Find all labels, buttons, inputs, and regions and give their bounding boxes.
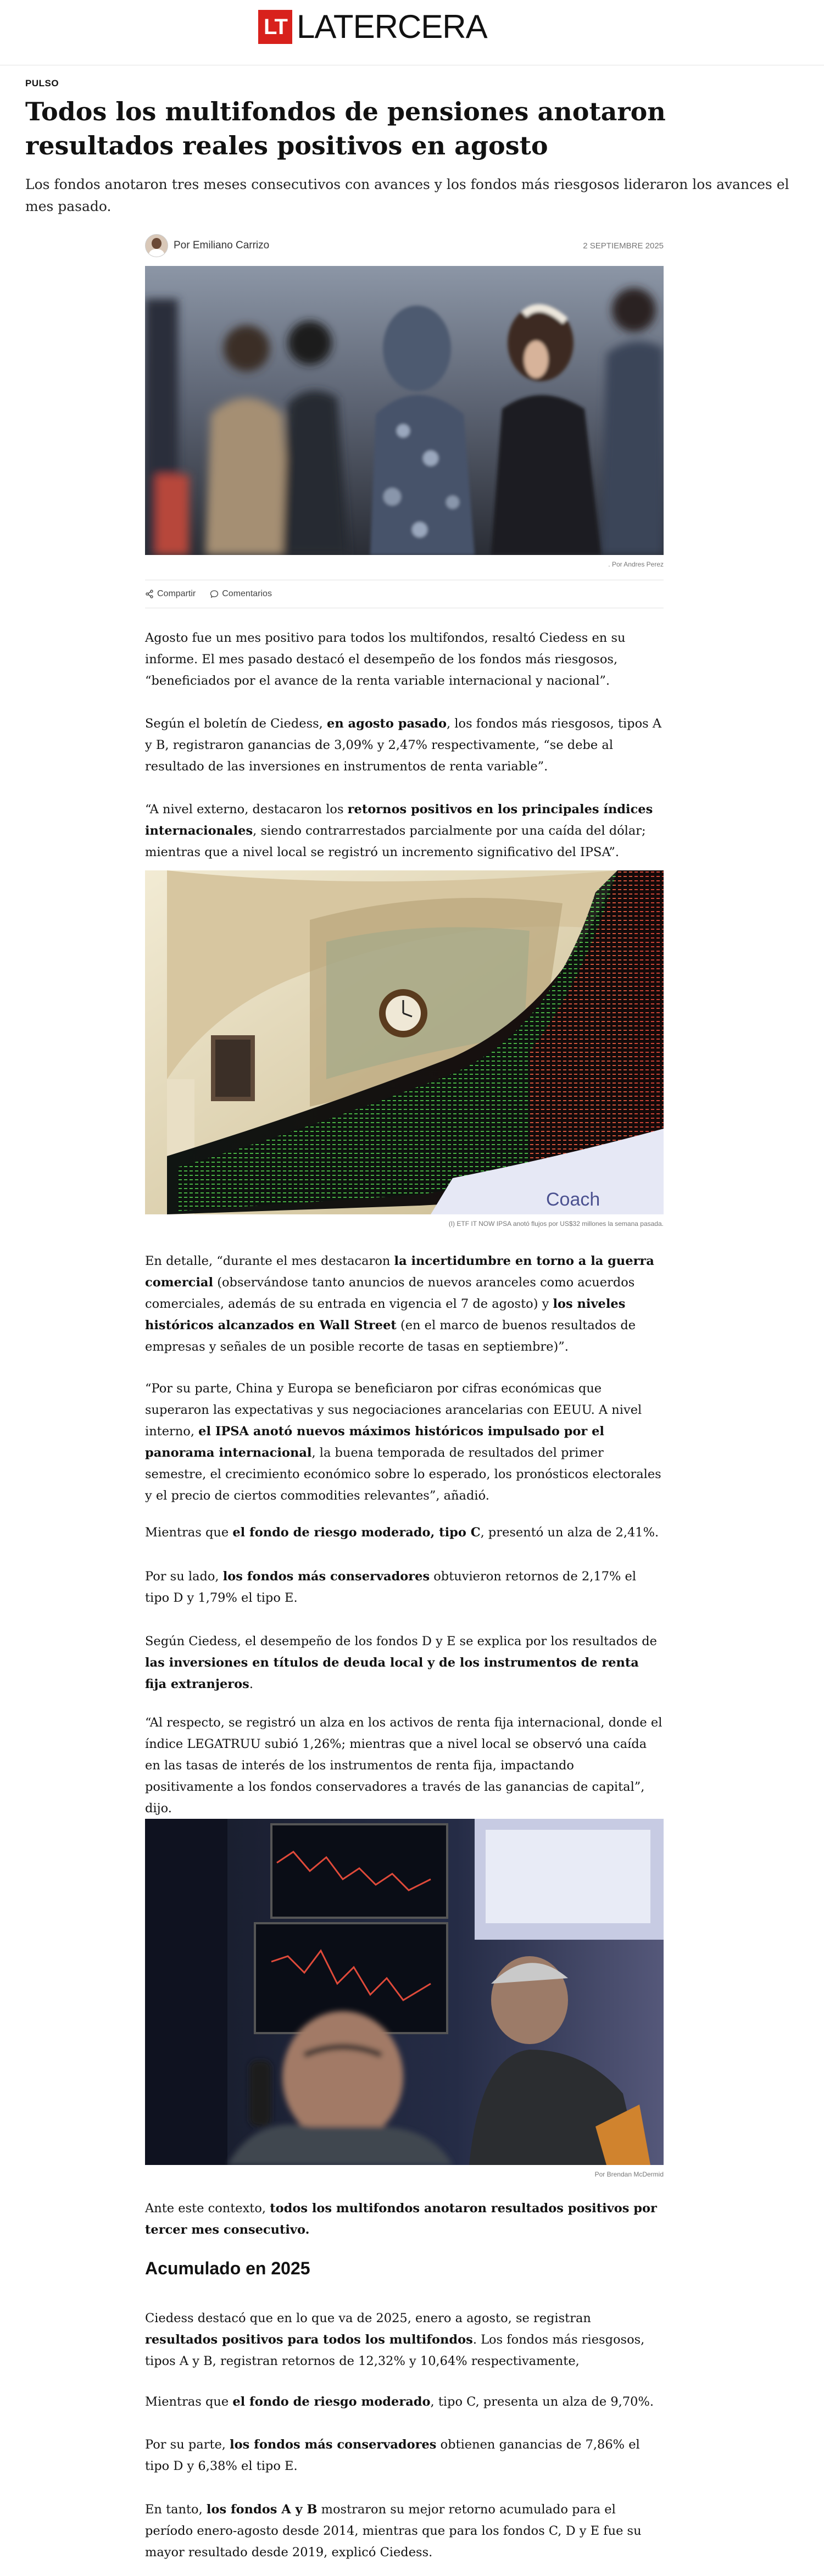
- article-headline: Todos los multifondos de pensiones anotaron resultados reales positivos en agosto: [25, 97, 666, 160]
- paragraph: En tanto, los fondos A y B mostraron su mejor retorno acumulado para el período enero-agosto desde 2014, mientras que para los fondos C, D y E fue su mayor resultado desde 2019, explicó Ciedess.: [145, 2502, 642, 2560]
- author-avatar: [145, 234, 168, 257]
- article-subheadline: Los fondos anotaron tres meses consecutivos con avances y los fondos más riesgosos lideraron los avances el mes pasado.: [25, 176, 789, 214]
- paragraph: Según el boletín de Ciedess, en agosto pasado, los fondos más riesgosos, tipos A y B, registraron ganancias de 3,09% y 2,47% respectivamente, “se debe al resultado de las inversiones en instrumentos de renta variable”.: [145, 717, 662, 774]
- share-label: Compartir: [157, 589, 196, 598]
- section-label[interactable]: PULSO: [25, 78, 59, 88]
- paragraph: Mientras que el fondo de riesgo moderado, tipo C, presenta un alza de 9,70%.: [145, 2395, 654, 2409]
- paragraph: Por su parte, los fondos más conservadores obtienen ganancias de 7,86% el tipo D y 6,38% el tipo E.: [145, 2438, 640, 2473]
- trader-illustration: [145, 1819, 664, 2165]
- stock-exchange-illustration: [145, 870, 664, 1214]
- paragraph: Agosto fue un mes positivo para todos los multifondos, resaltó Ciedess en su informe. El mes pasado destacó el desempeño de los fondos más riesgosos, “beneficiados por el avance de la renta variable internacional y nacional”.: [145, 631, 626, 688]
- trader-photo: [145, 1819, 664, 2165]
- paragraph: Ciedess destacó que en lo que va de 2025, enero a agosto, se registran resultados positivos para todos los multifondos. Los fondos más riesgosos, tipos A y B, registran retornos de 12,32% y 10,64% respectivamente,: [145, 2311, 645, 2368]
- board-banner-text: Coach: [546, 1189, 600, 1210]
- paragraph: Ante este contexto, todos los multifondos anotaron resultados positivos por tercer mes consecutivo.: [145, 2201, 657, 2237]
- byline: [145, 233, 664, 258]
- publish-date: 2 SEPTIEMBRE 2025: [583, 241, 664, 251]
- paragraph: Mientras que el fondo de riesgo moderado, tipo C, presentó un alza de 2,41%.: [145, 1525, 659, 1540]
- author-name: Por Emiliano Carrizo: [174, 240, 270, 251]
- comments-label: Comentarios: [222, 589, 272, 598]
- share-bar: [145, 580, 664, 608]
- lead-photo-credit: . Por Andres Perez: [608, 560, 664, 568]
- share-button[interactable]: [145, 589, 196, 599]
- comment-icon: [210, 590, 219, 598]
- logo-mark: LT: [258, 10, 292, 44]
- paragraph: Por su lado, los fondos más conservadores obtuvieron retornos de 2,17% el tipo D y 1,79% el tipo E.: [145, 1569, 637, 1605]
- paragraph: Según Ciedess, el desempeño de los fondos D y E se explica por los resultados de las inversiones en títulos de deuda local y de los instrumentos de renta fija extranjeros.: [145, 1634, 657, 1691]
- paragraph: “A nivel externo, destacaron los retornos positivos en los principales índices internacionales, siendo contrarrestados parcialmente por una caída del dólar; mientras que a nivel local se registró un incremento significativo del IPSA”.: [145, 802, 653, 859]
- lead-photo-illustration: [145, 266, 664, 555]
- trader-photo-credit: Por Brendan McDermid: [594, 2170, 664, 2178]
- paragraph: “Al respecto, se registró un alza en los activos de renta fija internacional, donde el índice LEGATRUU subió 1,26%; mientras que a nivel local se observó una caída en las tasas de interés de los instrumentos de renta fija, impactando positivamente a los fondos conservadores a través de las ganancias de capital”, dijo.: [145, 1716, 662, 1816]
- lead-photo: [145, 266, 664, 555]
- site-header: [0, 0, 824, 65]
- site-logo[interactable]: [258, 8, 487, 46]
- stock-exchange-photo: [145, 870, 664, 1214]
- paragraph: “Por su parte, China y Europa se beneficiaron por cifras económicas que superaron las expectativas y sus negociaciones arancelarias con EEUU. A nivel interno, el IPSA anotó nuevos máximos históricos impulsado por el panorama internacional, la buena temporada de resultados del primer semestre, el crecimiento económico sobre lo esperado, los pronósticos electorales y el precio de ciertos commodities relevantes”, añadió.: [145, 1381, 661, 1503]
- logo-text: LATERCERA: [297, 8, 487, 45]
- share-icon: [145, 590, 154, 598]
- author-block[interactable]: [145, 234, 269, 257]
- paragraph: En detalle, “durante el mes destacaron la incertidumbre en torno a la guerra comercial (observándose tanto anuncios de nuevos aranceles como acuerdos comerciales, además de su entrada en vigencia el 7 de agosto) y los niveles históricos alcanzados en Wall Street (en el marco de buenos resultados de empresas y señales de un posible recorte de tasas en septiembre)”.: [145, 1254, 654, 1354]
- section-heading: Acumulado en 2025: [145, 2258, 310, 2278]
- comments-button[interactable]: [210, 589, 272, 599]
- stock-exchange-photo-credit: (I) ETF IT NOW IPSA anotó flujos por US$32 millones la semana pasada.: [448, 1220, 664, 1228]
